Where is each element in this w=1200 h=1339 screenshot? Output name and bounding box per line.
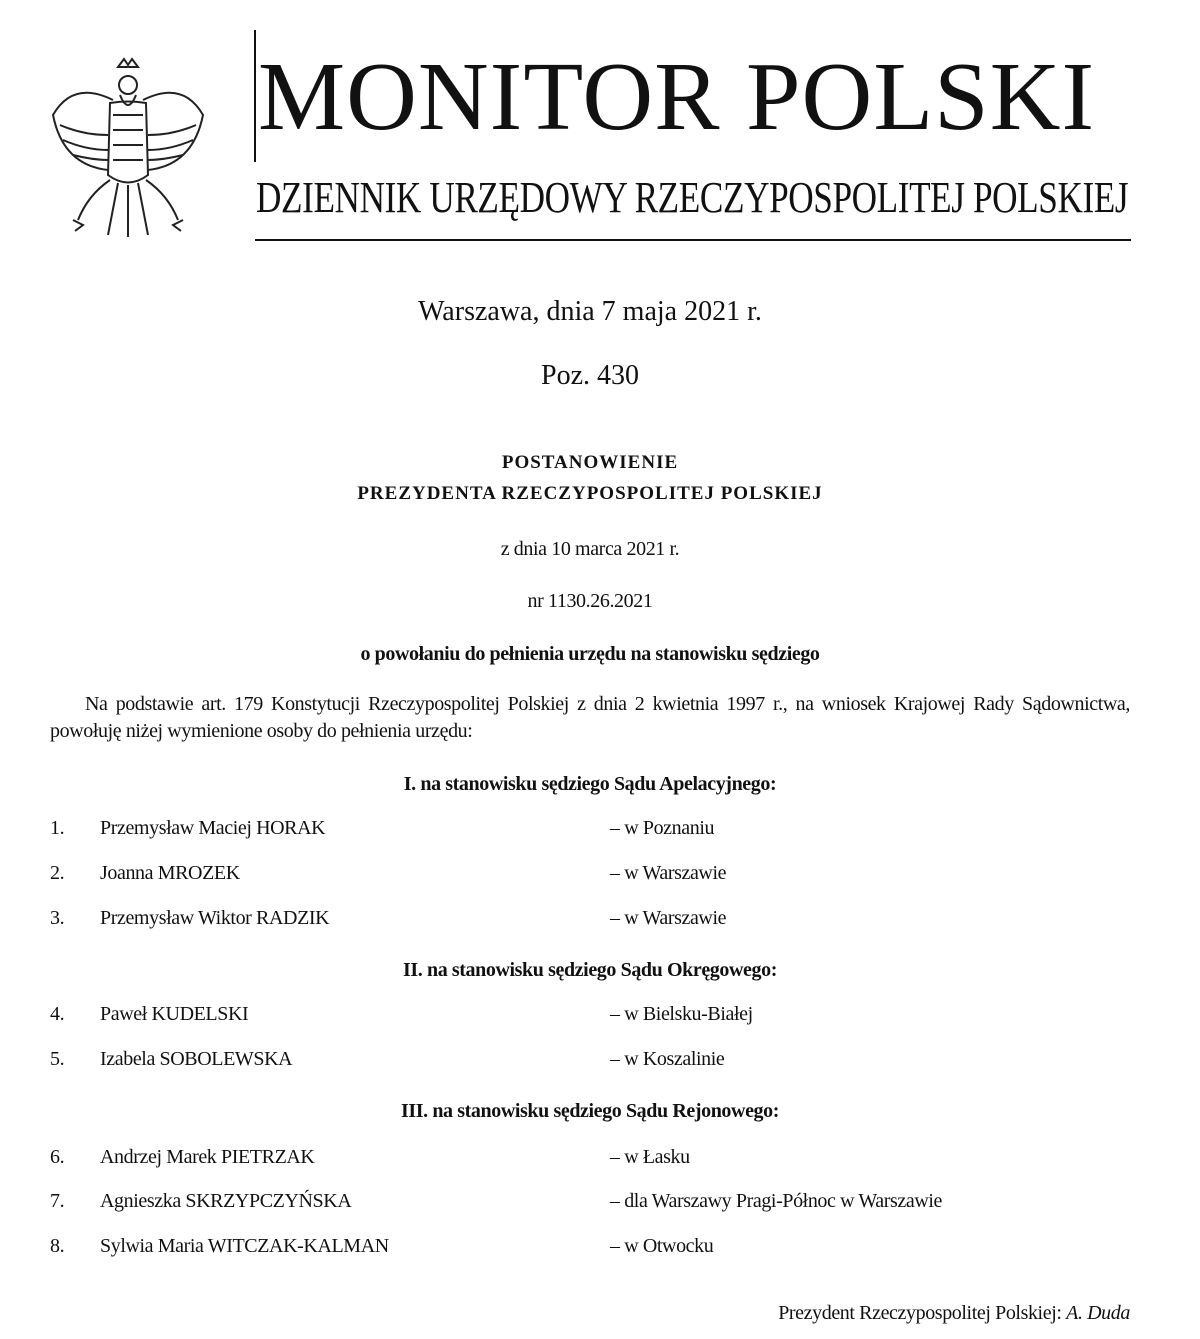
- act-issuer: PREZYDENTA RZECZYPOSPOLITEJ POLSKIEJ: [357, 483, 823, 504]
- eagle-emblem-icon: [48, 55, 208, 240]
- item-place: – dla Warszawy Pragi-Północ w Warszawie: [610, 1190, 943, 1212]
- signature-label: Prezydent Rzeczypospolitej Polskiej:: [778, 1302, 1062, 1324]
- item-number: 5.: [50, 1048, 65, 1070]
- item-number: 8.: [50, 1235, 65, 1257]
- date-line: Warszawa, dnia 7 maja 2021 r.: [418, 296, 762, 327]
- item-name: Paweł KUDELSKI: [100, 1003, 249, 1025]
- item-name: Sylwia Maria WITCZAK-KALMAN: [100, 1235, 389, 1257]
- signature: [778, 1302, 1130, 1325]
- section-heading: II. na stanowisku sędziego Sądu Okręgowego:: [403, 959, 777, 981]
- publication-title: MONITOR POLSKI: [258, 43, 1096, 151]
- item-name: Przemysław Maciej HORAK: [100, 817, 326, 839]
- item-number: 7.: [50, 1190, 65, 1212]
- position-number: Poz. 430: [541, 360, 639, 391]
- item-number: 6.: [50, 1146, 65, 1168]
- intro-paragraph: Na podstawie art. 179 Konstytucji Rzeczypospolitej Polskiej z dnia 2 kwietnia 1997 r., na wniosek Krajowej Rady Sądownictwa, powołuję niżej wymienione osoby do pełnienia urzędu:: [50, 693, 1130, 742]
- publication-subtitle: DZIENNIK URZĘDOWY RZECZYPOSPOLITEJ POLSKIEJ: [256, 173, 1129, 222]
- section-heading: I. na stanowisku sędziego Sądu Apelacyjnego:: [403, 773, 777, 795]
- item-name: Przemysław Wiktor RADZIK: [100, 907, 330, 929]
- item-place: – w Bielsku-Białej: [610, 1003, 753, 1025]
- act-date: z dnia 10 marca 2021 r.: [500, 538, 680, 560]
- item-place: – w Łasku: [610, 1146, 690, 1168]
- item-place: – w Warszawie: [610, 907, 727, 929]
- item-place: – w Warszawie: [610, 862, 727, 884]
- item-place: – w Poznaniu: [610, 817, 715, 839]
- cursor-line: [254, 30, 256, 162]
- act-subject: o powołaniu do pełnienia urzędu na stanowisku sędziego: [360, 643, 820, 665]
- act-type: POSTANOWIENIE: [501, 452, 679, 473]
- item-name: Andrzej Marek PIETRZAK: [100, 1146, 315, 1168]
- item-place: – w Koszalinie: [610, 1048, 725, 1070]
- signature-name: A. Duda: [1066, 1302, 1130, 1324]
- section-heading: III. na stanowisku sędziego Sądu Rejonowego:: [400, 1100, 779, 1122]
- item-name: Joanna MROZEK: [100, 862, 240, 884]
- item-number: 3.: [50, 907, 65, 929]
- item-number: 1.: [50, 817, 65, 839]
- header-divider: [255, 239, 1131, 241]
- item-number: 2.: [50, 862, 65, 884]
- item-number: 4.: [50, 1003, 65, 1025]
- item-place: – w Otwocku: [610, 1235, 714, 1257]
- act-number: nr 1130.26.2021: [527, 590, 653, 612]
- item-name: Agnieszka SKRZYPCZYŃSKA: [100, 1190, 352, 1212]
- item-name: Izabela SOBOLEWSKA: [100, 1048, 293, 1070]
